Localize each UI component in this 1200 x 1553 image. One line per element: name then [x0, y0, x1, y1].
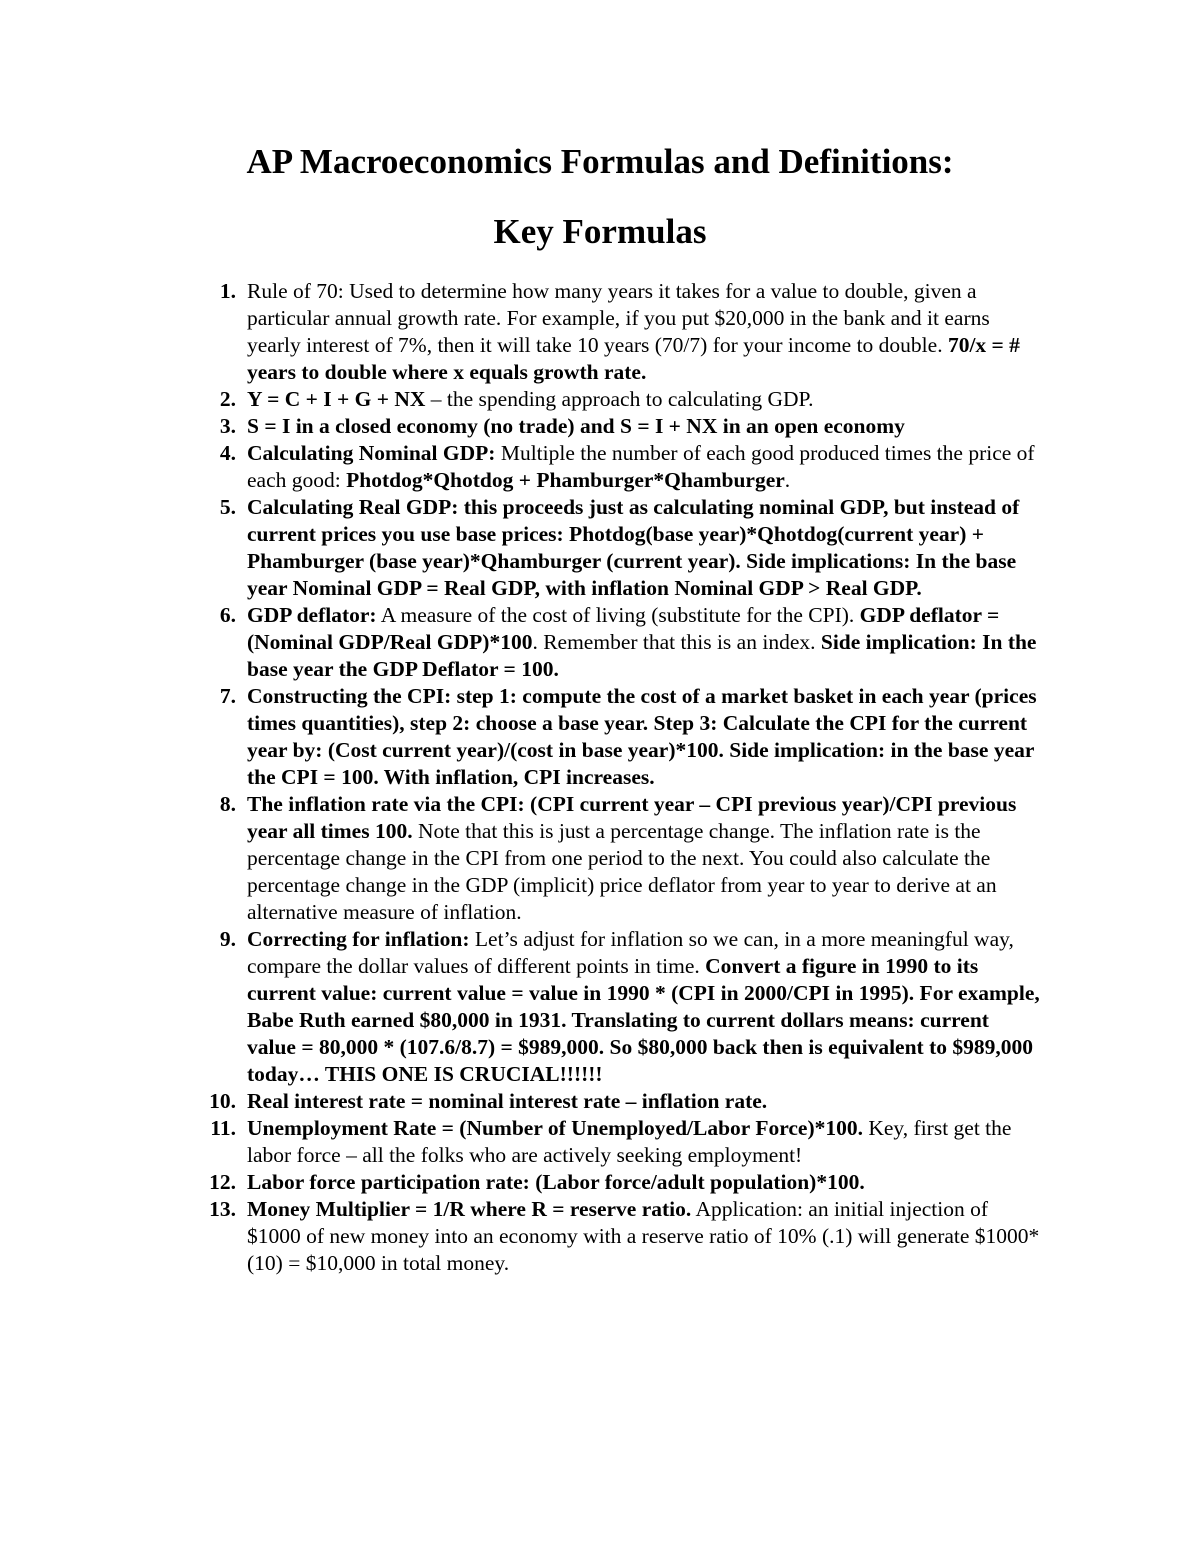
item-text: Let’s adjust for inflation so we can, in a more meaningful way, compare the dollar values of different points in time. [247, 927, 1014, 978]
item-text: – the spending approach to calculating GDP. [425, 387, 814, 411]
item-text-bold: Calculating Nominal GDP: [247, 441, 496, 465]
item-number: 10. [209, 1089, 236, 1113]
item-number: 9. [219, 927, 236, 951]
formula-item [200, 494, 1040, 602]
item-text-bold: GDP deflator = (Nominal GDP/Real GDP)*100 [247, 603, 1000, 654]
item-text-bold: 70/x = # years to double where x equals growth rate. [247, 333, 1020, 384]
formula-item [200, 1169, 1040, 1196]
item-text-bold: Convert a figure in 1990 to its current value: current value = value in 1990 * (CPI in 2000/CPI in 1995). For example, Babe Ruth earned $80,000 in 1931. Translating to current dollars means: current value = 80,000 * (107.6/8.7) = $989,000. So $80,000 back then is equivalent to $989,000 today… THIS ONE IS CRUCIAL!!!!!! [247, 954, 1040, 1086]
item-text-bold: Calculating Real GDP: this proceeds just as calculating nominal GDP, but instead of current prices you use base prices: Photdog(base year)*Qhotdog(current year) + Phamburger (base year)*Qhamburger (current year). Side implications: In the base year Nominal GDP = Real GDP, with inflation Nominal GDP > Real GDP. [247, 495, 1020, 600]
item-number: 8. [219, 792, 236, 816]
formula-item [200, 440, 1040, 494]
item-number: 4. [219, 441, 236, 465]
formula-item [200, 926, 1040, 1088]
formula-item [200, 1115, 1040, 1169]
item-text-bold: Correcting for inflation: [247, 927, 470, 951]
item-text-bold: Photdog*Qhotdog + Phamburger*Qhamburger [346, 468, 785, 492]
item-text-bold: GDP deflator: [247, 603, 377, 627]
formula-item [200, 1088, 1040, 1115]
item-text: Application: an initial injection of $1000 of new money into an economy with a reserve ratio of 10% (.1) will generate $1000*(10) = $10,000 in total money. [247, 1197, 1040, 1275]
item-number: 2. [219, 387, 236, 411]
formula-item [200, 278, 1040, 386]
item-number: 6. [219, 603, 236, 627]
formula-item [200, 683, 1040, 791]
formula-item [200, 1196, 1040, 1277]
item-number: 5. [219, 495, 236, 519]
item-text: Key, first get the labor force – all the folks who are actively seeking employment! [247, 1116, 1012, 1167]
item-text-bold: Labor force participation rate: (Labor force/adult population)*100. [247, 1170, 865, 1194]
document-title: AP Macroeconomics Formulas and Definitions: [246, 142, 954, 181]
formula-item [200, 602, 1040, 683]
item-number: 13. [209, 1197, 236, 1221]
section-heading: Key Formulas [493, 212, 707, 251]
item-number: 7. [219, 684, 236, 708]
item-text-bold: Unemployment Rate = (Number of Unemployed/Labor Force)*100. [247, 1116, 863, 1140]
formula-item [200, 791, 1040, 926]
item-text-bold: Real interest rate = nominal interest rate – inflation rate. [247, 1089, 768, 1113]
item-text: . Remember that this is an index. [532, 630, 821, 654]
formula-list [200, 278, 1040, 1277]
item-text: . [784, 468, 791, 492]
item-text: A measure of the cost of living (substitute for the CPI). [376, 603, 860, 627]
item-text-bold: Constructing the CPI: step 1: compute the cost of a market basket in each year (prices times quantities), step 2: choose a base year. Step 3: Calculate the CPI for the current year by: (Cost current year)/(cost in base year)*100. Side implication: in the base year the CPI = 100. With inflation, CPI increases. [247, 684, 1037, 789]
item-text-bold: Money Multiplier = 1/R where R = reserve ratio. [247, 1197, 692, 1221]
formula-item [200, 386, 1040, 413]
formula-item [200, 413, 1040, 440]
item-text: Multiple the number of each good produced times the price of each good: [247, 441, 1035, 492]
item-number: 11. [210, 1116, 236, 1140]
item-number: 3. [219, 414, 236, 438]
item-number: 1. [219, 279, 236, 303]
item-text-bold: The inflation rate via the CPI: (CPI current year – CPI previous year)/CPI previous year all times 100. [247, 792, 1017, 843]
item-number: 12. [209, 1170, 236, 1194]
item-text-bold: Side implication: In the base year the GDP Deflator = 100. [247, 630, 1037, 681]
item-text: Rule of 70: Used to determine how many years it takes for a value to double, given a particular annual growth rate. For example, if you put $20,000 in the bank and it earns yearly interest of 7%, then it will take 10 years (70/7) for your income to double. [247, 279, 990, 357]
item-text-bold: Y = C + I + G + NX [247, 387, 426, 411]
item-text: Note that this is just a percentage change. The inflation rate is the percentage change in the CPI from one period to the next. You could also calculate the percentage change in the GDP (implicit) price deflator from year to year to derive at an alternative measure of inflation. [247, 819, 997, 924]
item-text-bold: S = I in a closed economy (no trade) and S = I + NX in an open economy [247, 414, 905, 438]
